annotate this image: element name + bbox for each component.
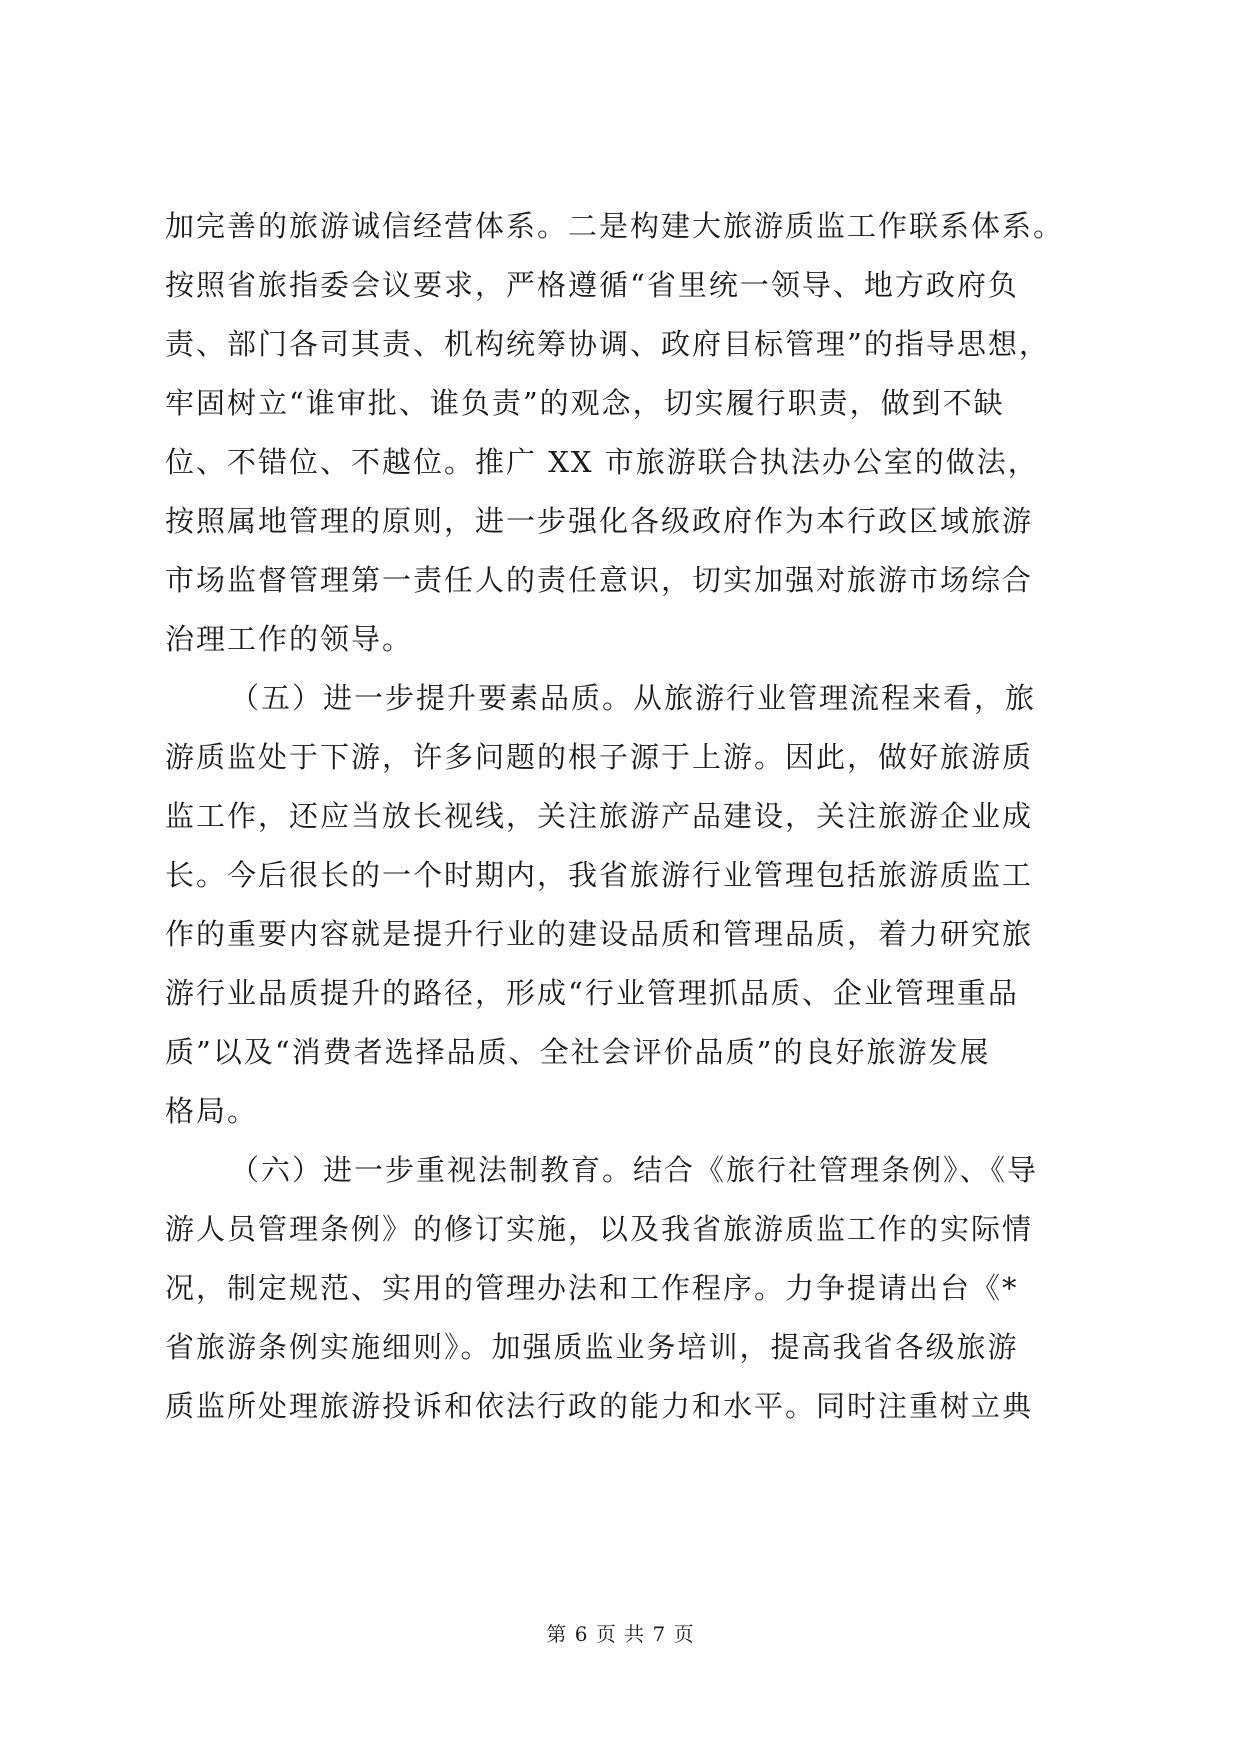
text-line: 治理工作的领导。 bbox=[165, 622, 414, 656]
text-line: 作的重要内容就是提升行业的建设品质和管理品质，着力研究旅 bbox=[165, 917, 1034, 951]
text-line: 质监所处理旅游投诉和依法行政的能力和水平。同时注重树立典 bbox=[165, 1389, 1034, 1423]
text-line: 省旅游条例实施细则》。加强质监业务培训，提高我省各级旅游 bbox=[165, 1330, 1019, 1364]
text-line: 格局。 bbox=[165, 1094, 259, 1128]
text-line: 质”以及“消费者选择品质、全社会评价品质”的良好旅游发展 bbox=[165, 1035, 991, 1069]
text-line: 游行业品质提升的路径，形成“行业管理抓品质、企业管理重品 bbox=[165, 976, 1019, 1010]
text-line: 游质监处于下游，许多问题的根子源于上游。因此，做好旅游质 bbox=[165, 740, 1034, 774]
text-line: 位、不错位、不越位。推广 XX 市旅游联合执法办公室的做法， bbox=[165, 445, 1039, 479]
text-line: 市场监督管理第一责任人的责任意识，切实加强对旅游市场综合 bbox=[165, 563, 1034, 597]
page-number-footer: 第 6 页 共 7 页 bbox=[546, 1622, 695, 1646]
text-line: 按照属地管理的原则，进一步强化各级政府作为本行政区域旅游 bbox=[165, 504, 1034, 538]
text-line: 况，制定规范、实用的管理办法和工作程序。力争提请出台《* bbox=[165, 1271, 1019, 1305]
text-line: 长。今后很长的一个时期内，我省旅游行业管理包括旅游质监工 bbox=[165, 858, 1034, 892]
paragraph-heading-6: （六）进一步重视法制教育。结合《旅行社管理条例》、《导 bbox=[230, 1153, 1039, 1187]
paragraph-heading-5: （五）进一步提升要素品质。从旅游行业管理流程来看，旅 bbox=[230, 681, 1037, 715]
text-line: 游人员管理条例》的修订实施，以及我省旅游质监工作的实际情 bbox=[165, 1212, 1034, 1246]
text-line: 牢固树立“谁审批、谁负责”的观念，切实履行职责，做到不缺 bbox=[165, 386, 1005, 420]
text-line: 责、部门各司其责、机构统筹协调、政府目标管理”的指导思想， bbox=[165, 327, 1050, 361]
text-line: 加完善的旅游诚信经营体系。二是构建大旅游质监工作联系体系。 bbox=[165, 209, 1065, 243]
text-line: 监工作，还应当放长视线，关注旅游产品建设，关注旅游企业成 bbox=[165, 799, 1034, 833]
text-line: 按照省旅指委会议要求，严格遵循“省里统一领导、地方政府负 bbox=[165, 268, 1019, 302]
